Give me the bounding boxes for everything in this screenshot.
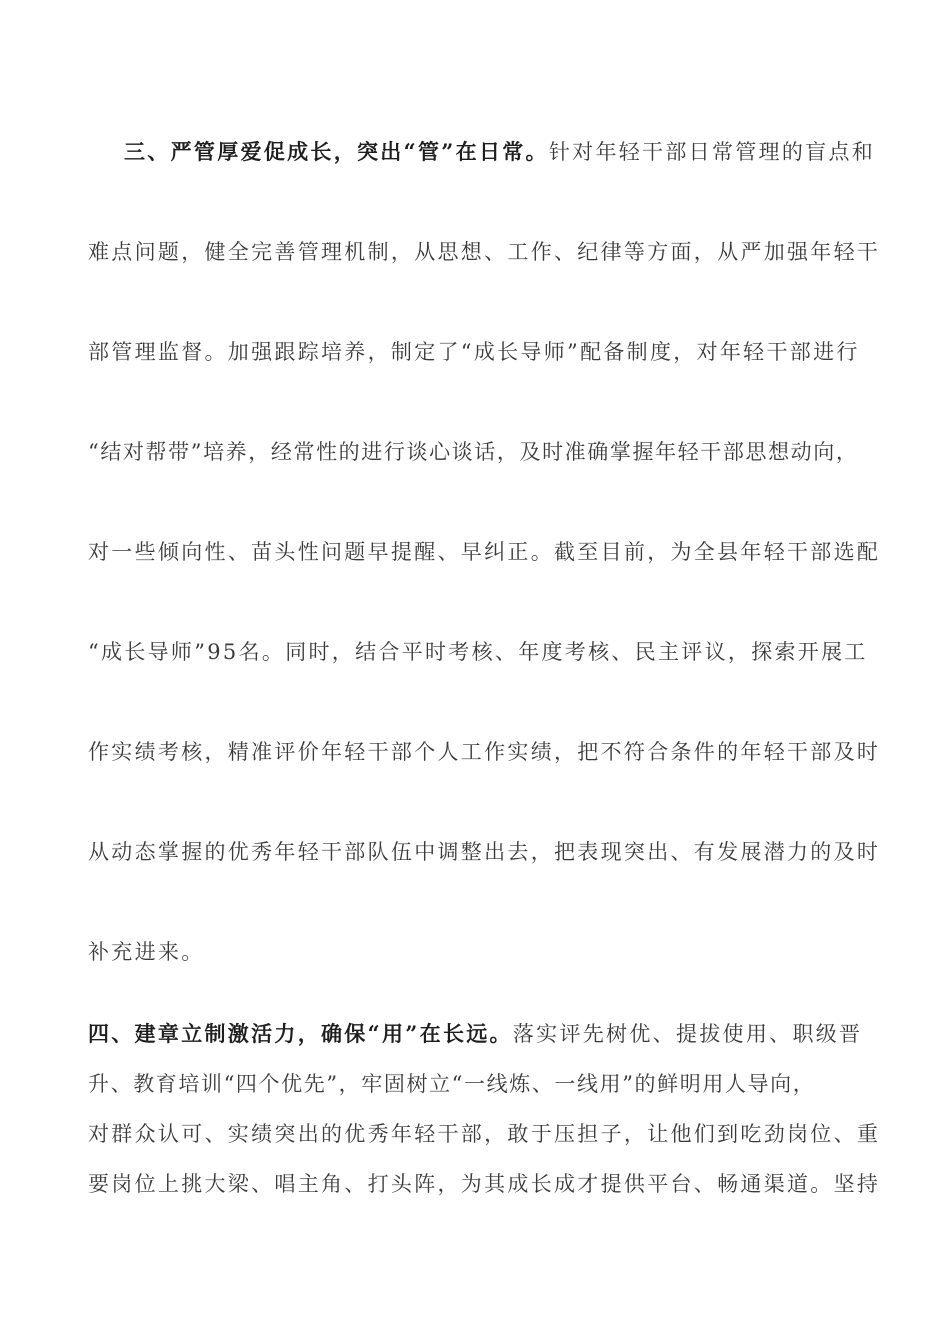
- paragraph-line: 对一些倾向性、苗头性问题早提醒、早纠正。截至目前，为全县年轻干部选配: [88, 540, 881, 564]
- section4-first-line: [88, 1019, 888, 1049]
- paragraph-line: “结对帮带”培养，经常性的进行谈心谈话，及时准确掌握年轻干部思想动向，: [88, 440, 859, 464]
- paragraph-line: 难点问题，健全完善管理机制，从思想、工作、纪律等方面，从严加强年轻干: [88, 240, 881, 264]
- paragraph-line: 对群众认可、实绩突出的优秀年轻干部，敢于压担子，让他们到吃劲岗位、重: [88, 1122, 881, 1146]
- section3-first-line: [124, 137, 924, 167]
- section4-heading: 四、建章立制激活力，确保“用”在长远。: [88, 1021, 513, 1046]
- paragraph-line: 要岗位上挑大梁、唱主角、打头阵，为其成长成才提供平台、畅通渠道。坚持: [88, 1172, 881, 1196]
- paragraph-line: 作实绩考核，精准评价年轻干部个人工作实绩，把不符合条件的年轻干部及时: [88, 740, 881, 764]
- paragraph-line: 升、教育培训“四个优先”，牢固树立“一线炼、一线用”的鲜明用人导向，: [88, 1072, 816, 1096]
- paragraph-text: 落实评先树优、提拔使用、职级晋: [512, 1022, 863, 1046]
- paragraph-line: 从动态掌握的优秀年轻干部队伍中调整出去，把表现突出、有发展潜力的及时: [88, 840, 881, 864]
- paragraph-line: 部管理监督。加强跟踪培养，制定了“成长导师”配备制度，对年轻干部进行: [88, 340, 860, 364]
- section3-heading: 三、严管厚爱促成长，突出“管”在日常。: [124, 139, 549, 164]
- paragraph-text: 针对年轻干部日常管理的盲点和: [548, 140, 876, 164]
- paragraph-line: “成长导师”95名。同时，结合平时考核、年度考核、民主评议，探索开展工: [88, 640, 868, 664]
- paragraph-line: 补充进来。: [88, 940, 205, 964]
